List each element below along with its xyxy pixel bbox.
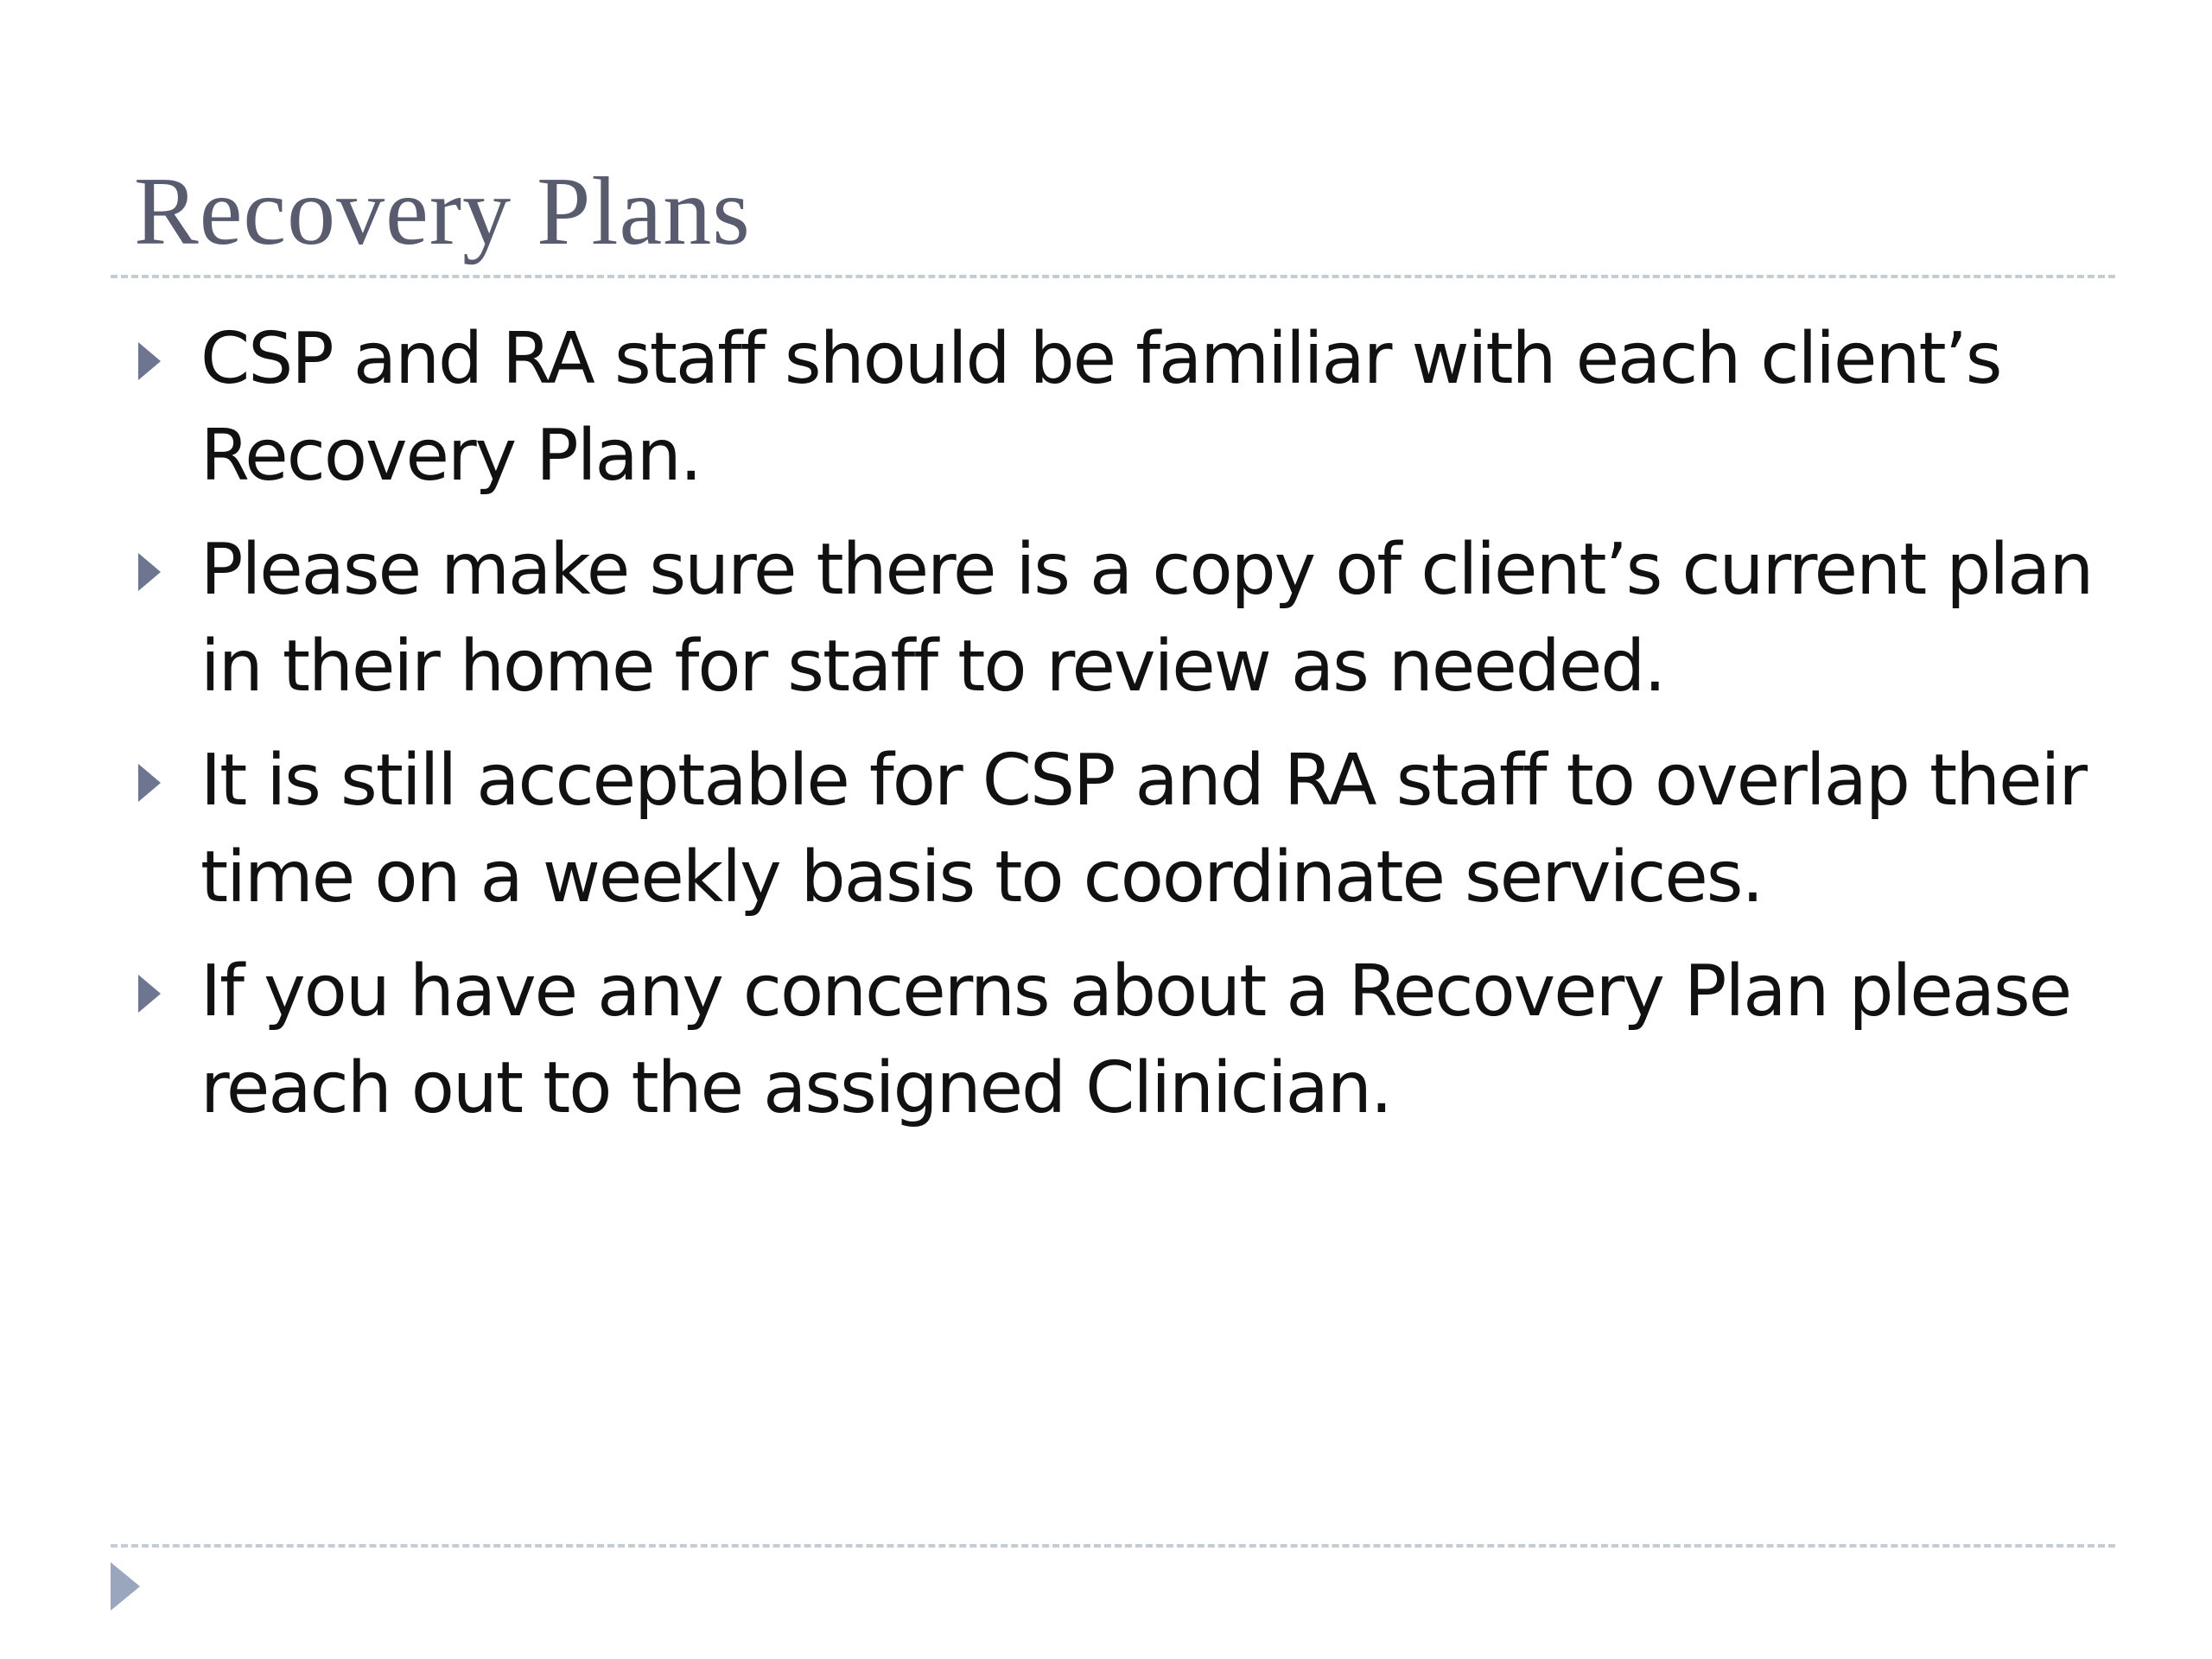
bullet-text: If you have any concerns about a Recovery Plan please reach out to the assigned Clinician. bbox=[200, 950, 2071, 1129]
triangle-right-icon bbox=[138, 975, 161, 1013]
corner-triangle-icon bbox=[111, 1562, 140, 1611]
bullet-list bbox=[130, 311, 2100, 1154]
bullet-item bbox=[130, 311, 2100, 505]
triangle-right-icon bbox=[138, 553, 161, 591]
bullet-text: It is still acceptable for CSP and RA staff to overlap their time on a weekly basis to coordinate services. bbox=[200, 740, 2087, 918]
bullet-item bbox=[130, 944, 2100, 1137]
bullet-text: CSP and RA staff should be familiar with each client’s Recovery Plan. bbox=[200, 318, 2001, 497]
title-divider bbox=[111, 275, 2115, 278]
footer-divider bbox=[111, 1544, 2115, 1548]
triangle-right-icon bbox=[138, 342, 161, 380]
bullet-item bbox=[130, 522, 2100, 715]
slide-title: Recovery Plans bbox=[134, 158, 751, 265]
bullet-text: Please make sure there is a copy of client’s current plan in their home for staff to review as needed. bbox=[200, 529, 2093, 708]
bullet-item bbox=[130, 733, 2100, 926]
triangle-right-icon bbox=[138, 764, 161, 802]
